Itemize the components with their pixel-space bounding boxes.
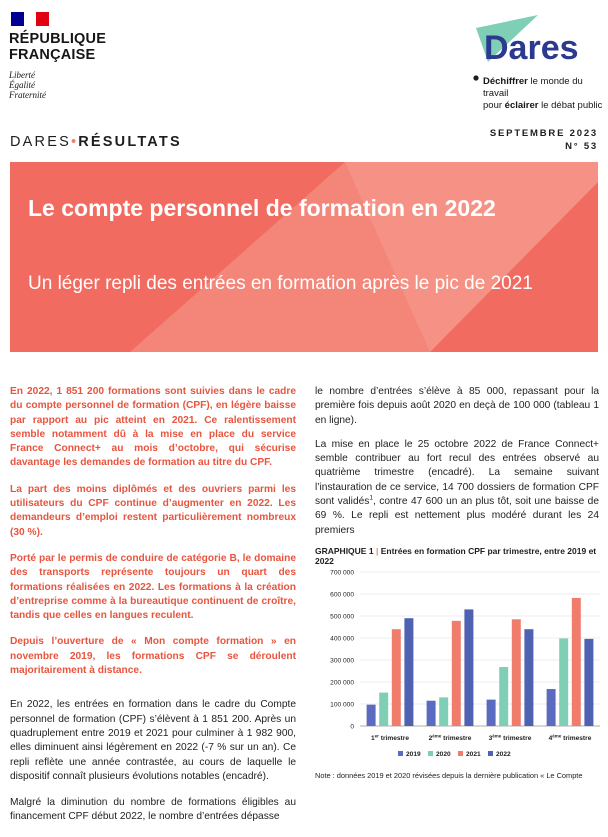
- bar-2020-q2: [439, 697, 448, 726]
- y-tick-label: 700 000: [330, 569, 354, 577]
- category-label: trimestre: [561, 735, 592, 742]
- bar-2019-q4: [547, 689, 556, 726]
- right-p2-after: , contre 47 600 un an plus tôt, soit une baisse de 69 %. Le repli est nettement plus modéré durant les 24 premiers: [315, 496, 599, 536]
- publication-month: SEPTEMBRE 2023: [489, 128, 598, 139]
- bar-2019-q2: [427, 701, 436, 726]
- y-tick-label: 100 000: [330, 701, 354, 709]
- motto-liberte: Liberté: [9, 70, 35, 80]
- bar-2019-q1: [367, 705, 376, 726]
- chart-note: Note : données 2019 et 2020 révisées depuis la dernière publication « Le Compte: [315, 771, 583, 780]
- chart-label: GRAPHIQUE 1: [315, 546, 374, 556]
- publication-date: [490, 127, 598, 153]
- series-dot: •: [70, 134, 79, 150]
- legend-label: 2020: [436, 751, 451, 758]
- page-title: Le compte personnel de formation en 2022: [28, 195, 496, 221]
- chart-title-sep: |: [375, 546, 379, 556]
- body-paragraph: Malgré la diminution du nombre de formations éligibles au financement CPF début 2022, le nombre d’entrées dépasse: [10, 797, 296, 823]
- bar-2022-q1: [404, 618, 413, 726]
- bar-2020-q1: [379, 693, 388, 726]
- bar-2021-q3: [512, 619, 521, 726]
- dares-brand-text: Dares: [484, 29, 579, 67]
- category-ordinal: 1: [371, 735, 375, 742]
- right-paragraph-2: [315, 438, 599, 538]
- french-flag-icon: [11, 12, 49, 26]
- legend-label: 2022: [496, 751, 511, 758]
- category-ordinal-suffix: ème: [492, 733, 502, 739]
- title-banner: [10, 162, 598, 352]
- bar-2022-q3: [524, 629, 533, 726]
- bar-2020-q4: [559, 638, 568, 726]
- rf-motto: [9, 70, 46, 100]
- rf-title-line1: RÉPUBLIQUE: [9, 31, 107, 47]
- tagline-bold2: éclairer: [504, 100, 539, 111]
- y-tick-label: 400 000: [330, 635, 354, 643]
- tagline-rest1: le monde du travail: [483, 76, 583, 99]
- tagline-pre2: pour: [483, 100, 505, 111]
- x-tick-label: [489, 733, 532, 742]
- chart-title-text: Entrées en formation CPF par trimestre, entre 2019 et 2022: [315, 546, 597, 566]
- y-tick-label: 200 000: [330, 679, 354, 687]
- legend-swatch-2021: [458, 751, 463, 756]
- series-prefix: DARES: [10, 134, 71, 150]
- bar-2020-q3: [499, 667, 508, 726]
- y-tick-label: 500 000: [330, 613, 354, 621]
- category-ordinal-suffix: er: [374, 733, 379, 739]
- page-subtitle: Un léger repli des entrées en formation après le pic de 2021: [28, 273, 533, 294]
- bar-2021-q1: [392, 629, 401, 726]
- summary-paragraph: En 2022, 1 851 200 formations sont suivies dans le cadre du compte personnel de formation (CPF), en légère baisse par rapport au pic atteint en 2021. Ce ralentissement semble notamment dû à la mise en place du service France Connect+ au mois d’octobre, qui sécurise davantage les demandes de formation au titre du CPF.: [10, 386, 296, 469]
- category-ordinal: 3: [488, 735, 493, 742]
- series-name: [10, 134, 182, 150]
- body-paragraph: En 2022, les entrées en formation dans le cadre du Compte personnel de formation (CPF) s’élèvent à 1 851 200. Après un quadruplement entre 2019 et 2021 pour culminer à 1 982 900, elles diminuent ainsi légèrement en 2022 (-7 % sur un an). Ce repli reflète une année contrastée, au cours de laquelle le dispositif connaît plusieurs évolutions notables (encadré).: [10, 699, 296, 782]
- tagline-bold1: Déchiffrer: [483, 76, 528, 87]
- category-label: trimestre: [378, 735, 409, 742]
- motto-fraternite: Fraternité: [9, 90, 46, 100]
- banner-decoration: [10, 162, 598, 352]
- dares-tagline: [483, 76, 603, 112]
- x-tick-label: [549, 733, 592, 742]
- footnote-ref: 1: [369, 494, 373, 502]
- x-tick-label: [371, 733, 409, 742]
- right-column: [315, 385, 599, 548]
- y-tick-label: 300 000: [330, 657, 354, 665]
- legend-swatch-2020: [428, 751, 433, 756]
- bullet-icon: [473, 75, 478, 80]
- bar-2021-q2: [452, 621, 461, 726]
- right-p2-before: La mise en place le 25 octobre 2022 de France Connect+ semble contribuer au fort recul des entrées observé au quatrième trimestre (encadré). La semaine suivant l’instauration de ce service, 14 700 dossiers de formation CPF sont validés: [315, 438, 599, 508]
- left-column: [10, 385, 296, 837]
- publication-number: N° 53: [565, 141, 598, 152]
- tagline-rest2: le débat public: [538, 100, 603, 111]
- bar-2021-q4: [572, 598, 581, 726]
- bar-chart: [310, 560, 606, 770]
- category-label: trimestre: [441, 735, 472, 742]
- legend-swatch-2022: [488, 751, 493, 756]
- x-tick-label: [429, 733, 472, 742]
- summary-paragraph: Depuis l’ouverture de « Mon compte formation » en novembre 2019, les formations CPF se déroulent majoritairement à distance.: [10, 636, 296, 677]
- summary-paragraph: La part des moins diplômés et des ouvriers parmi les utilisateurs du CPF continue d’augmenter en 2022. Les demandeurs d’emploi restent particulièrement nombreux (30 %).: [10, 483, 296, 538]
- legend-label: 2021: [466, 751, 481, 758]
- dares-logo: [470, 14, 590, 84]
- bar-2022-q2: [464, 609, 473, 726]
- y-tick-label: 600 000: [330, 591, 354, 599]
- category-ordinal-suffix: ème: [432, 733, 442, 739]
- legend-swatch-2019: [398, 751, 403, 756]
- category-ordinal: 4: [548, 735, 553, 742]
- category-label: trimestre: [501, 735, 532, 742]
- summary-paragraph: Porté par le permis de conduire de catégorie B, le domaine des transports représente toujours un quart des formations réalisées en 2022. Les formations à la création d’entreprise comme à la bureautique continuent de croître, tandis que celles en langues reculent.: [10, 552, 296, 622]
- motto-egalite: Égalité: [9, 80, 35, 90]
- republique-francaise-logo: [9, 31, 106, 63]
- y-tick-label: 0: [350, 723, 354, 731]
- legend-label: 2019: [406, 751, 421, 758]
- bar-2022-q4: [584, 639, 593, 726]
- category-ordinal-suffix: ème: [552, 733, 562, 739]
- right-paragraph-1: le nombre d’entrées s’élève à 85 000, repassant pour la première fois depuis août 2020 en deçà de 100 000 (tableau 1 en ligne).: [315, 386, 599, 426]
- bar-2019-q3: [487, 700, 496, 726]
- category-ordinal: 2: [428, 735, 433, 742]
- series-bold: RÉSULTATS: [78, 134, 182, 150]
- rf-title-line2: FRANÇAISE: [9, 47, 96, 63]
